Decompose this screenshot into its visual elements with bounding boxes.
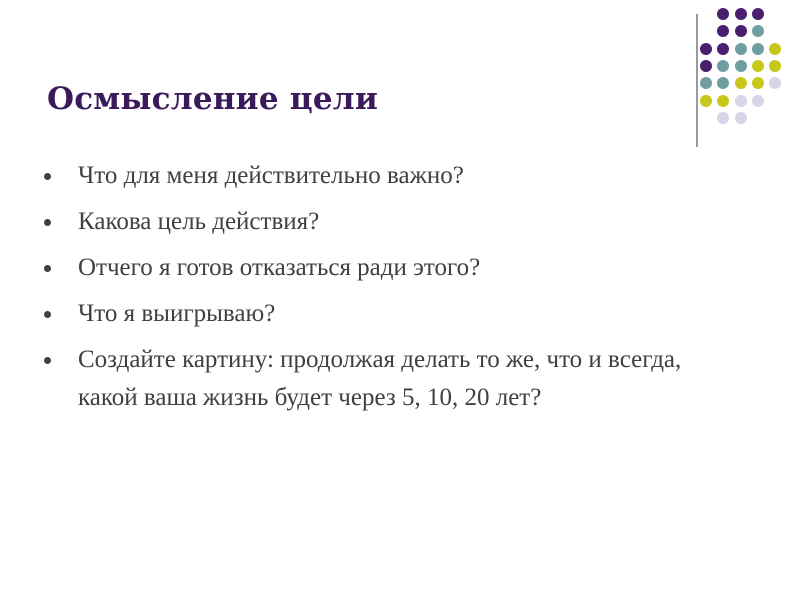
dot-purple bbox=[735, 8, 747, 20]
dot-teal bbox=[717, 77, 729, 89]
dot-lavender bbox=[735, 112, 747, 124]
bullet-text: Что я выигрываю? bbox=[78, 300, 276, 327]
bullet-text: Создайте картину: продолжая делать то же, что и всегда, какой ваша жизнь будет через 5, 10, 20 лет? bbox=[78, 346, 682, 411]
dot-yellow bbox=[752, 60, 764, 72]
dot-yellow bbox=[769, 43, 781, 55]
dot-teal bbox=[717, 60, 729, 72]
dot-teal bbox=[752, 25, 764, 37]
dot-purple bbox=[735, 25, 747, 37]
bullet-item bbox=[44, 249, 694, 287]
decorative-dot-grid bbox=[700, 8, 800, 133]
dot-teal bbox=[735, 60, 747, 72]
dot-yellow bbox=[700, 95, 712, 107]
dot-yellow bbox=[717, 95, 729, 107]
bullet-dot-icon bbox=[44, 219, 51, 226]
dot-purple bbox=[700, 60, 712, 72]
dot-purple bbox=[752, 8, 764, 20]
dot-purple bbox=[717, 8, 729, 20]
bullet-dot-icon bbox=[44, 265, 51, 272]
dot-lavender bbox=[735, 95, 747, 107]
dot-lavender bbox=[717, 112, 729, 124]
bullet-item bbox=[44, 157, 694, 195]
vertical-divider bbox=[696, 14, 698, 147]
dot-teal bbox=[752, 43, 764, 55]
dot-yellow bbox=[769, 60, 781, 72]
dot-purple bbox=[717, 43, 729, 55]
dot-lavender bbox=[752, 95, 764, 107]
dot-lavender bbox=[769, 77, 781, 89]
bullet-text: Что для меня действительно важно? bbox=[78, 162, 464, 189]
dot-yellow bbox=[735, 77, 747, 89]
dot-teal bbox=[700, 77, 712, 89]
dot-yellow bbox=[752, 77, 764, 89]
bullet-item bbox=[44, 203, 694, 241]
bullet-item bbox=[44, 295, 694, 333]
slide-title: Осмысление цели bbox=[47, 81, 379, 117]
dot-purple bbox=[717, 25, 729, 37]
bullet-dot-icon bbox=[44, 173, 51, 180]
bullet-list bbox=[44, 157, 694, 425]
dot-purple bbox=[700, 43, 712, 55]
bullet-text: Отчего я готов отказаться ради этого? bbox=[78, 254, 481, 281]
bullet-item bbox=[44, 341, 694, 417]
bullet-dot-icon bbox=[44, 357, 51, 364]
bullet-dot-icon bbox=[44, 311, 51, 318]
bullet-text: Какова цель действия? bbox=[78, 208, 320, 235]
dot-teal bbox=[735, 43, 747, 55]
